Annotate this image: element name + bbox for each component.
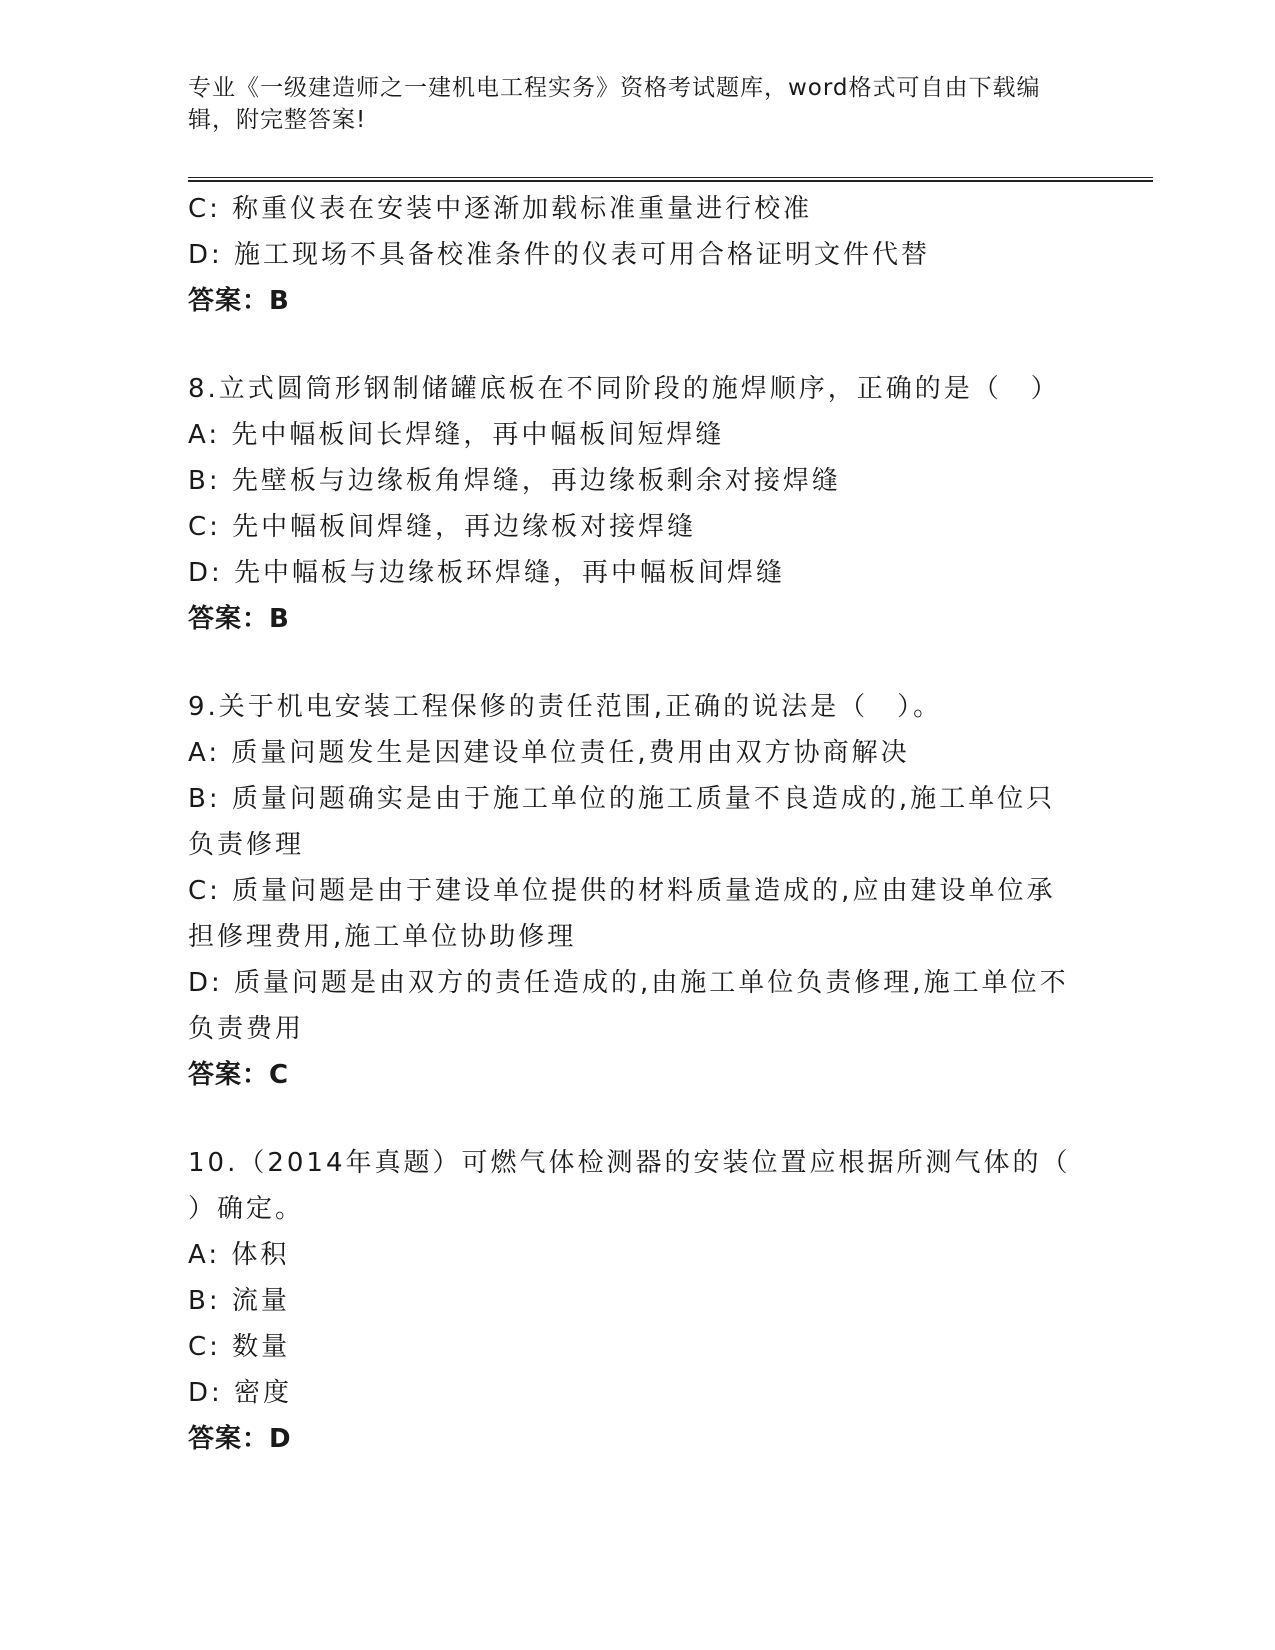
option-c: C: 先中幅板间焊缝，再边缘板对接焊缝 (188, 512, 697, 542)
option-d: D: 先中幅板与边缘板环焊缝，再中幅板间焊缝 (188, 558, 786, 588)
option-b: B: 流量 (188, 1286, 290, 1316)
option-b: B: 质量问题确实是由于施工单位的施工质量不良造成的,施工单位只 (188, 784, 1056, 814)
question-7-tail (188, 186, 1088, 324)
question-9 (188, 684, 1088, 1098)
answer-line: 答案：B (188, 604, 290, 634)
question-text: 8.立式圆筒形钢制储罐底板在不同阶段的施焊顺序，正确的是（ ） (188, 374, 1060, 404)
answer-line: 答案：D (188, 1424, 292, 1454)
answer-line: 答案：B (188, 286, 290, 316)
header-divider (188, 177, 1153, 182)
option-b-continued: 负责修理 (188, 830, 305, 860)
option-b: B: 先壁板与边缘板角焊缝，再边缘板剩余对接焊缝 (188, 466, 841, 496)
question-text-continued: ）确定。 (188, 1194, 305, 1224)
option-d: D: 质量问题是由双方的责任造成的,由施工单位负责修理,施工单位不 (188, 968, 1069, 998)
option-c: C: 数量 (188, 1332, 291, 1362)
question-text: 10.（2014年真题）可燃气体检测器的安装位置应根据所测气体的（ (188, 1148, 1071, 1178)
question-10 (188, 1140, 1088, 1462)
answer-line: 答案：C (188, 1060, 290, 1090)
header-title-line-1: 专业《一级建造师之一建机电工程实务》资格考试题库，word格式可自由下载编 (188, 75, 1041, 101)
question-list (188, 186, 1088, 1462)
document-header (188, 72, 1088, 136)
option-a: A: 先中幅板间长焊缝，再中幅板间短焊缝 (188, 420, 725, 450)
option-c: C: 称重仪表在安装中逐渐加载标准重量进行校准 (188, 194, 813, 224)
question-8 (188, 366, 1088, 642)
option-d: D: 密度 (188, 1378, 293, 1408)
option-a: A: 体积 (188, 1240, 290, 1270)
option-d-continued: 负责费用 (188, 1014, 305, 1044)
header-title-line-2: 辑，附完整答案! (188, 107, 367, 133)
option-a: A: 质量问题发生是因建设单位责任,费用由双方协商解决 (188, 738, 910, 768)
option-d: D: 施工现场不具备校准条件的仪表可用合格证明文件代替 (188, 240, 931, 270)
question-text: 9.关于机电安装工程保修的责任范围,正确的说法是（ ）。 (188, 692, 943, 722)
option-c: C: 质量问题是由于建设单位提供的材料质量造成的,应由建设单位承 (188, 876, 1056, 906)
option-c-continued: 担修理费用,施工单位协助修理 (188, 922, 577, 952)
